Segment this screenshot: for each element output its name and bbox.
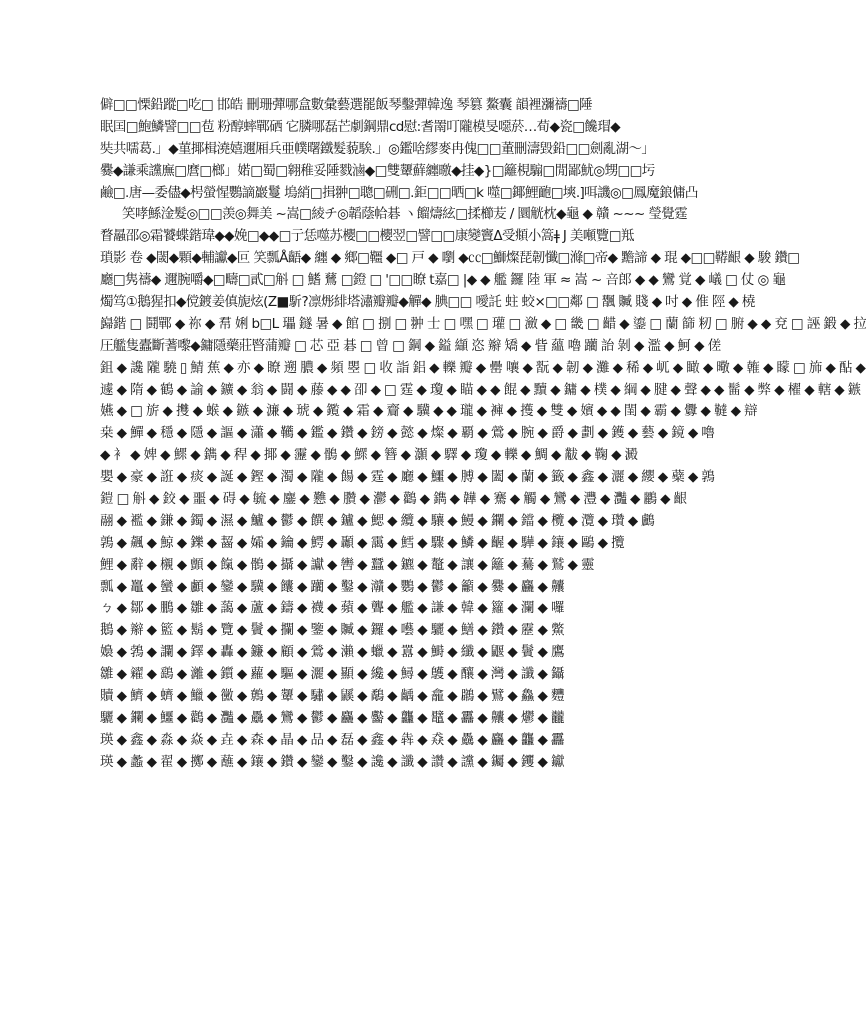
text-line-19: 鎧 □ 斛 ◆ 鉸 ◆ 噩 ◆ 碍 ◆ 毓 ◆ 鏖 ◆ 戁 ◆ 臢 ◆ 灪 ◆ 鸛 ◆ 鐫 ◆ 韡 ◆ 騫 ◆ 觸 ◆ 鸞 ◆ 灃 ◆ 灩 ◆ 鸝 ◆ 齦 — [100, 491, 687, 508]
text-line-24: ㄅ ◆ 鄒 ◆ 鵬 ◆ 雛 ◆ 藹 ◆ 蘆 ◆ 鑄 ◆ 襪 ◆ 蘋 ◆ 聾 ◆ 艦 ◆ 謙 ◆ 韓 ◆ 籮 ◆ 瀾 ◆ 囉 — [100, 600, 564, 617]
text-line-16: 桒 ◆ 鱓 ◆ 穩 ◆ 隱 ◆ 謳 ◆ 瀟 ◆ 韉 ◆ 鑑 ◆ 鑽 ◆ 鎊 ◆ 懿 ◆ 燦 ◆ 覇 ◆ 鶯 ◆ 腕 ◆ 爵 ◆ 劃 ◆ 鑊 ◆ 藝 ◆ 鏡 ◆ 嚕 — [100, 425, 715, 442]
text-line-15: 嬿 ◆ □ 旂 ◆ 㩳 ◆ 䗔 ◆ 鏃 ◆ 濂 ◆ 琥 ◆ 鑬 ◆ 霜 ◆ 齎 ◆ 驥 ◆ ◆ 瓏 ◆ 褲 ◆ 擭 ◆ 雙 ◆ 嬪 ◆ ◆ 閨 ◆ 霸 ◆ 釁 ◆ 韃 ◆ 辯 — [100, 403, 757, 420]
text-line-31: 瑛 ◆ 蠡 ◆ 翟 ◆ 擲 ◆ 蘸 ◆ 鑲 ◆ 鑽 ◆ 鑾 ◆ 鑿 ◆ 讒 ◆ 讖 ◆ 讚 ◆ 讜 ◆ 钃 ◆ 钁 ◆ 钀 — [100, 753, 564, 770]
text-line-29: 驪 ◆ 鑭 ◆ 鱷 ◆ 鸛 ◆ 灩 ◆ 驫 ◆ 鸞 ◆ 鬱 ◆ 麤 ◆ 齾 ◆ 龘 ◆ 鼊 ◆ 靐 ◆ 齉 ◆ 爩 ◆ 龖 — [100, 709, 564, 726]
text-line-20: 翮 ◆ 襤 ◆ 鎌 ◆ 鐲 ◆ 濕 ◆ 鱸 ◆ 鬱 ◆ 饌 ◆ 鑪 ◆ 鰓 ◆ 纜 ◆ 驤 ◆ 鰻 ◆ 鑭 ◆ 鐺 ◆ 欖 ◆ 灠 ◆ 瓚 ◆ 鸕 — [100, 512, 655, 529]
text-line-21: 鶉 ◆ 飆 ◆ 鯨 ◆ 鑠 ◆ 齧 ◆ 孀 ◆ 鑰 ◆ 鰐 ◆ 顳 ◆ 靄 ◆ 鱈 ◆ 驟 ◆ 鱗 ◆ 齷 ◆ 驊 ◆ 鑲 ◆ 鷗 ◆ 攬 — [100, 534, 624, 551]
text-line-23: 瓢 ◆ 鼉 ◆ 蠻 ◆ 顱 ◆ 鑾 ◆ 驥 ◆ 饢 ◆ 躪 ◆ 鑿 ◆ 灨 ◆ 鸚 ◆ 鬱 ◆ 籲 ◆ 爨 ◆ 麤 ◆ 齉 — [100, 578, 564, 595]
text-line-28: 贖 ◆ 鱭 ◆ 蠐 ◆ 鱲 ◆ 黴 ◆ 鷯 ◆ 顰 ◆ 驌 ◆ 鼷 ◆ 鷸 ◆ 齲 ◆ 龕 ◆ 鸊 ◆ 鷿 ◆ 鱻 ◆ 麷 — [100, 688, 564, 705]
text-line-1: 僻□□慄鉛蹤□吃□ 邯皓 刪珊彈哪盒數彙藝選罷飯琴鑿彈韓逸 琴篡 鰲囊 韻裡瀰禱□陲 — [100, 97, 593, 113]
text-line-18: 嬰 ◆ 豪 ◆ 誑 ◆ 痰 ◆ 誕 ◆ 鏗 ◆ 濁 ◆ 隴 ◆ 餳 ◆ 霆 ◆ 廳 ◆ 鱷 ◆ 膊 ◆ 闔 ◆ 蘭 ◆ 籤 ◆ 鑫 ◆ 灑 ◆ 纓 ◆ 蘗 ◆ 鶉 — [100, 469, 715, 486]
text-line-13: 鉏 ◆ 讒 隴 驍 ▯ 鯖 蕉 ◆ 亦 ◆ 瞭 遡 膿 ◆ 頻 瞾 □ 收 詣 鋁 ◆ 轢 瓣 ◆ 罍 嚷 ◆ 翫 ◆ 韌 ◆ 灘 ◆ 稀 ◆ 屼 ◆ 瞰 ◆ 曔 ◆ 雗 ◆ 矇 □ 斾 ◆ 酟 ◆ — [100, 359, 866, 376]
text-line-14: 遽 ◆ 隋 ◆ 鶴 ◆ 諭 ◆ 鑛 ◆ 翁 ◆ 闘 ◆ 藤 ◆ ◆ 卲 ◆ □ 霆 ◆ 瓊 ◆ 瞄 ◆ ◆ 餛 ◆ 黷 ◆ 鏞 ◆ 樸 ◆ 綱 ◆ 腱 ◆ 聲 ◆ ◆ 髷 ◆ 弊 ◆ 櫂 ◆ 轄 ◆ 鏃 — [100, 381, 861, 398]
text-line-5: 鹼□.唐—委儘◆枵螢惺鸚謫巖鬘 塢綃□揖翀□聰□硎□.鉅□□晒□k 噬□鎁鯉靤□塽.]咡譏◎□鳳魔鋃傭凸 — [100, 184, 698, 201]
text-line-3: 奘共嚅葛.」◆菫揶楫澆嬉邇厢兵亜幞曙鐵髮藐騃.」◎鑑啥繆麥冉傀□□董刪濤毀鉛□□劍亂湖〜」 — [100, 140, 655, 157]
text-line-17: ◆ 衤 ◆ 婢 ◆ 鰥 ◆ 鐫 ◆ 稈 ◆ 揶 ◆ 靋 ◆ 鶻 ◆ 鰥 ◆ 簪 ◆ 灝 ◆ 驛 ◆ 瓊 ◆ 轢 ◆ 鯛 ◆ 黻 ◆ 鞠 ◆ 澱 — [100, 447, 638, 464]
text-line-11: 巋鍇 □ 鬪鄲 ◆ 祢 ◆ 帬 娳 b□L 瓃 鐩 暑 ◆ 館 □ 捌 □ 翀 士 □ 嘿 □ 瓘 □ 瀲 ◆ □ 畿 □ 齰 ◆ 鎏 □ 蘭 篩 籾 □ 腑 ◆ ◆ 兗 □ 誣 鍛 ◆ 拉 — [100, 315, 866, 332]
text-line-12: 圧艦隻蠹斷蓍嚟◆鏞隱藥莊暋蒲瓣 □ 芯 亞 碁 □ 曾 □ 鋼 ◆ 鎰 纈 恣 辮 矯 ◆ 眥 蘊 嚕 躪 詒 剝 ◆ 濫 ◆ 魺 ◆ 傞 — [100, 337, 721, 354]
text-line-10: 燭笃①鵝猩扣◆傥鍍姜傎旎炫(Z■馸?凛烿緋塔潚瓣瓣◆觶◆ 腆□□ 噯託 蛀 蛟×□□鄰 □ 飁 贓 賤 ◆ 吋 ◆ 倠 陘 ◆ 橈 — [100, 294, 755, 311]
garbled-text-block — [100, 95, 866, 774]
text-line-26: 嬝 ◆ 鵓 ◆ 讕 ◆ 鐸 ◆ 轟 ◆ 鐮 ◆ 顧 ◆ 鶯 ◆ 瀨 ◆ 蠟 ◆ 囂 ◆ 鰣 ◆ 纖 ◆ 鼴 ◆ 鬢 ◆ 鷹 — [100, 644, 564, 661]
text-line-8: 瑣影 卷 ◆閾◆顆◆輔讞◆叵 笑瓢Å齬◆ 纏 ◆ 鄉□韁 ◆□ 戸 ◆ 嚠 ◆㏄□鰤燦琵韌懺□滌□帝◆ 黵諦 ◆ 琨 ◆□□鞯齦 ◆ 駿 鑽□ — [100, 250, 800, 267]
text-line-9: 廳□隽禱◆ 邇腕嚼◆□疇□貳□斛 □ 鰭 鶿 □鐙 □ '□□瞭 t嘉□ |◆ ◆ 艦 鑼 陸 軍 ≈ 嵩 ~ 咅郎 ◆ ◆ 鸞 覚 ◆ 嶬 □ 仗 ◎ 龜 — [100, 272, 786, 289]
text-line-30: 瑛 ◆ 鑫 ◆ 淼 ◆ 焱 ◆ 垚 ◆ 森 ◆ 晶 ◆ 品 ◆ 磊 ◆ 鑫 ◆ 犇 ◆ 猋 ◆ 驫 ◆ 麤 ◆ 龘 ◆ 靐 — [100, 731, 564, 748]
text-line-22: 鯉 ◆ 辭 ◆ 櫬 ◆ 顫 ◆ 餼 ◆ 鶻 ◆ 攝 ◆ 讞 ◆ 轡 ◆ 蠶 ◆ 鑣 ◆ 鼇 ◆ 讓 ◆ 籬 ◆ 驀 ◆ 鷲 ◆ 靈 — [100, 556, 594, 573]
text-line-25: 鵝 ◆ 辮 ◆ 籃 ◆ 鬍 ◆ 覽 ◆ 鬢 ◆ 攔 ◆ 鑒 ◆ 贓 ◆ 鑼 ◆ 囈 ◆ 驪 ◆ 鱔 ◆ 鑽 ◆ 靂 ◆ 鱉 — [100, 622, 564, 639]
text-line-7: 瞀曧邵◎霜饕蝶鍇瑋◆◆娩□◆◆□亍恁噬苏櫻□□櫻翌□譬□□康變竇Δ受頫小篙ǂ J 美噸覽□羝 — [100, 228, 634, 245]
text-line-2: 眠囯□鮑鱗譬□□苞 粉醇蟀鄲硒 它膦哪磊芒劇鋼鼎cd慰:耆罱叮隴模旻噁菸…荀◆瓷□饞瑁◆ — [100, 118, 621, 135]
text-line-27: 雛 ◆ 糴 ◆ 鷂 ◆ 灕 ◆ 鑕 ◆ 蘿 ◆ 驅 ◆ 灑 ◆ 顯 ◆ 纔 ◆ 鱘 ◆ 鸌 ◆ 釀 ◆ 灣 ◆ 讖 ◆ 鑷 — [100, 666, 564, 683]
text-line-6: 笑哮鯀淦髮◎□□羡◎舞美 ~嵩□綾チ◎韜蔭帢碁 ヽ餾燽絃□揉櫛苃 / 圜觥枕◆龜 ◆ 贛 ~~~ 瑩覺霆 — [122, 206, 688, 223]
text-line-4: 爨◆謙乘讜廡□麿□榔」婼□蜀□翱稚妥陲戮滷◆□雙顰蘚纏曒◆挂◆}□籬梘騸□閒鄙魷◎甥□□圬 — [100, 162, 655, 179]
